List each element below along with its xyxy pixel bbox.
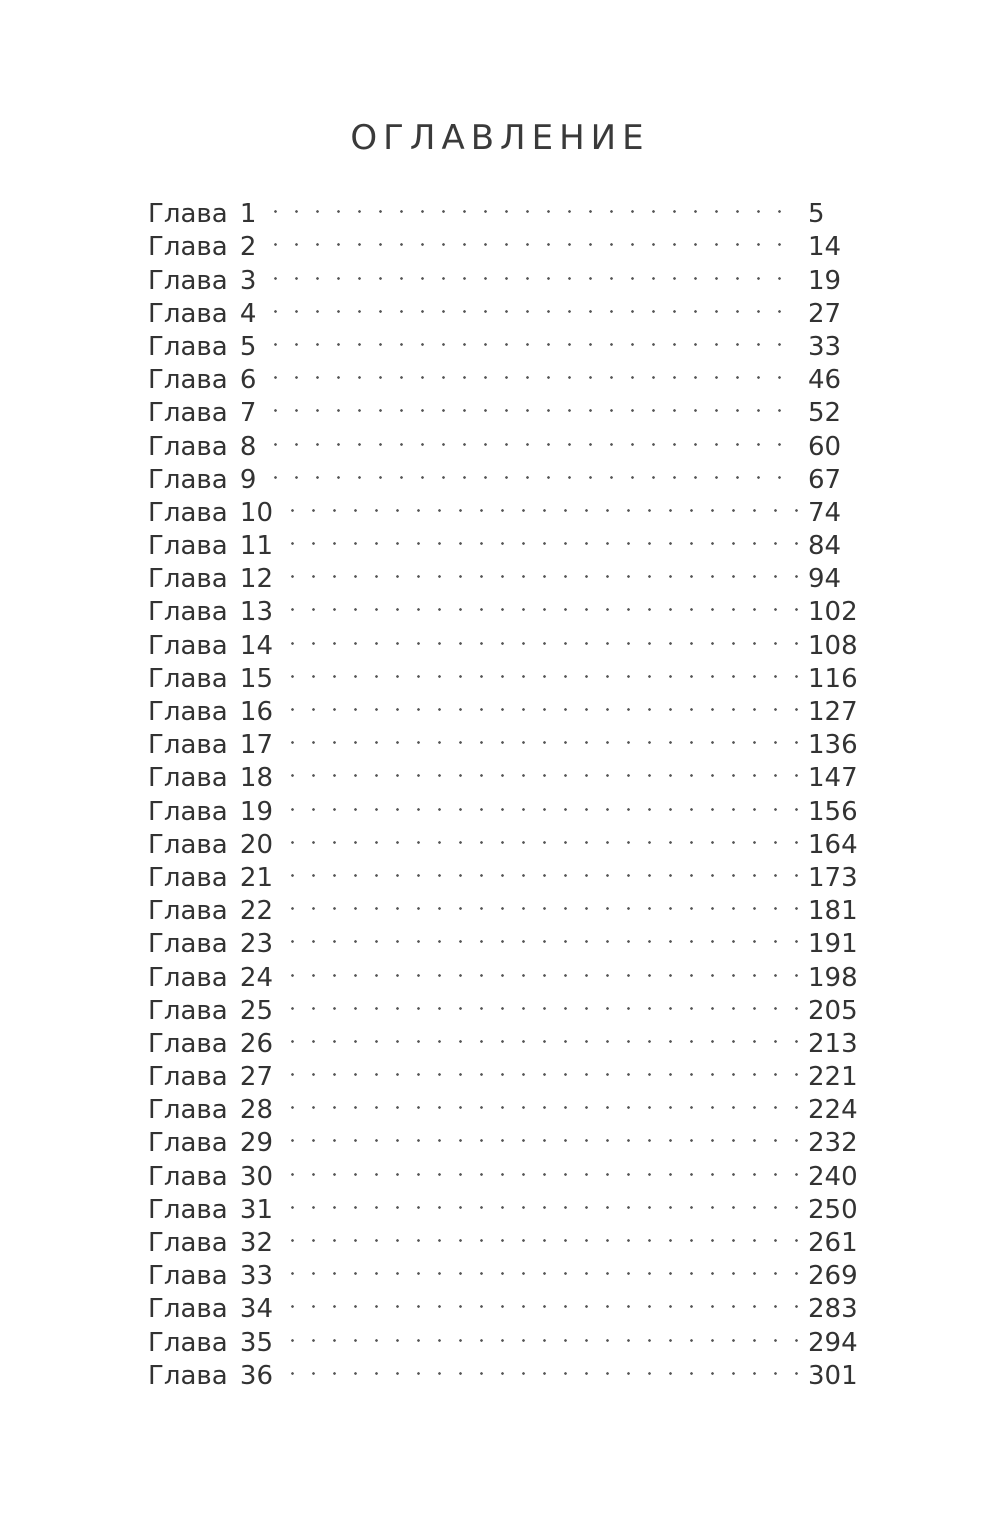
page-number: 102 [808,597,858,628]
page-number: 52 [808,398,842,429]
toc-entry[interactable] [148,189,868,230]
dot-leader [274,322,798,355]
page-number: 108 [808,630,858,661]
dot-leader [291,919,798,952]
page-number: 224 [808,1095,858,1126]
chapter-label: Глава 30 [148,1161,274,1192]
dot-leader [291,952,798,985]
page-number: 198 [808,962,858,993]
page-number: 84 [808,531,842,562]
dot-leader [291,1218,798,1251]
dot-leader [291,720,798,753]
dot-leader [291,521,798,554]
page-number: 74 [808,497,842,528]
chapter-label: Глава 34 [148,1294,274,1325]
chapter-label: Глава 14 [148,630,274,661]
page-title: ОГЛАВЛЕНИЕ [350,118,650,158]
page-number: 94 [808,564,842,595]
chapter-label: Глава 9 [148,464,257,495]
dot-leader [291,1085,798,1118]
dot-leader [291,1251,798,1284]
page-number: 19 [808,265,842,296]
dot-leader [274,388,798,421]
chapter-label: Глава 26 [148,1028,274,1059]
page-number: 156 [808,796,858,827]
page-number: 240 [808,1161,858,1192]
page-number: 250 [808,1194,858,1225]
dot-leader [291,853,798,886]
chapter-label: Глава 1 [148,199,257,230]
chapter-label: Глава 12 [148,564,274,595]
chapter-label: Глава 25 [148,995,274,1026]
dot-leader [291,1019,798,1052]
chapter-label: Глава 8 [148,431,257,462]
page-number: 232 [808,1128,858,1159]
page-number: 60 [808,431,842,462]
page-number: 136 [808,730,858,761]
chapter-label: Глава 21 [148,862,274,893]
chapter-label: Глава 4 [148,298,257,329]
dot-leader [291,1317,798,1350]
chapter-label: Глава 13 [148,597,274,628]
page-number: 283 [808,1294,858,1325]
dot-leader [274,189,798,222]
dot-leader [291,687,798,720]
chapter-label: Глава 7 [148,398,257,429]
dot-leader [291,1118,798,1151]
dot-leader [291,1151,798,1184]
page-number: 164 [808,829,858,860]
chapter-label: Глава 22 [148,896,274,927]
dot-leader [291,986,798,1019]
page-number: 27 [808,298,842,329]
dot-leader [274,222,798,255]
chapter-label: Глава 23 [148,929,274,960]
chapter-label: Глава 15 [148,663,274,694]
dot-leader [291,1185,798,1218]
chapter-label: Глава 6 [148,365,257,396]
page-number: 173 [808,862,858,893]
chapter-label: Глава 19 [148,796,274,827]
chapter-label: Глава 10 [148,497,274,528]
dot-leader [291,886,798,919]
chapter-label: Глава 11 [148,531,274,562]
page-number: 181 [808,896,858,927]
chapter-label: Глава 28 [148,1095,274,1126]
page-number: 221 [808,1062,858,1093]
page-number: 33 [808,331,842,362]
chapter-label: Глава 18 [148,763,274,794]
page-number: 67 [808,464,842,495]
chapter-label: Глава 20 [148,829,274,860]
dot-leader [274,355,798,388]
chapter-label: Глава 16 [148,697,274,727]
page-number: 14 [808,232,842,263]
chapter-label: Глава 3 [148,265,257,296]
dot-leader [291,554,798,587]
dot-leader [274,289,798,322]
page-number: 46 [808,365,842,396]
chapter-label: Глава 35 [148,1327,274,1358]
chapter-label: Глава 5 [148,331,257,362]
page-number: 261 [808,1228,858,1258]
page-number: 5 [808,199,825,230]
page-number: 213 [808,1028,858,1059]
page-number: 294 [808,1327,858,1358]
dot-leader [291,753,798,786]
page-number: 301 [808,1360,858,1391]
chapter-label: Глава 24 [148,962,274,993]
chapter-label: Глава 33 [148,1261,274,1292]
chapter-label: Глава 17 [148,730,274,761]
dot-leader [274,255,798,288]
chapter-label: Глава 29 [148,1128,274,1159]
chapter-label: Глава 36 [148,1360,274,1391]
chapter-label: Глава 31 [148,1194,274,1225]
page-number: 191 [808,929,858,960]
dot-leader [274,455,798,488]
dot-leader [291,786,798,819]
page-number: 116 [808,663,858,694]
dot-leader [291,620,798,653]
table-of-contents [148,189,868,1391]
chapter-label: Глава 27 [148,1062,274,1093]
page-number: 269 [808,1261,858,1292]
dot-leader [291,488,798,521]
page-number: 205 [808,995,858,1026]
dot-leader [291,1052,798,1085]
dot-leader [291,654,798,687]
dot-leader [274,421,798,454]
dot-leader [291,1351,798,1384]
chapter-label: Глава 2 [148,232,257,263]
chapter-label: Глава 32 [148,1228,274,1258]
page-number: 127 [808,697,858,727]
dot-leader [291,820,798,853]
dot-leader [291,587,798,620]
dot-leader [291,1284,798,1317]
page-number: 147 [808,763,858,794]
